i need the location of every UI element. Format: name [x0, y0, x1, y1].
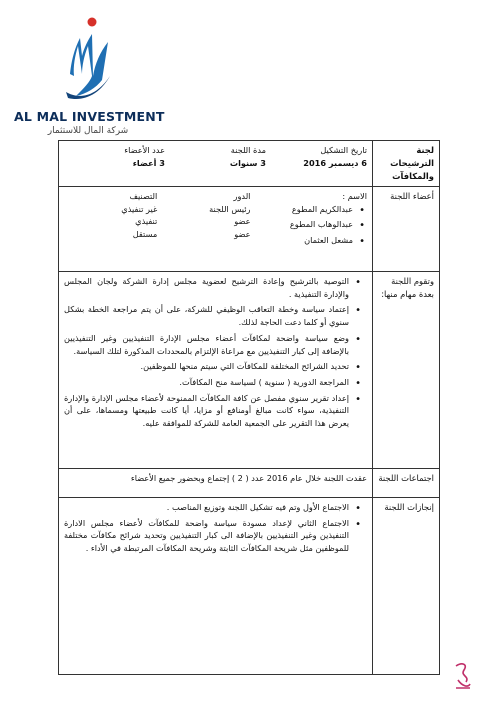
members-row — [59, 187, 440, 272]
role-header: الدور — [233, 191, 251, 202]
member-names-column — [250, 190, 367, 250]
committee-name: لجنة الترشيحات والمكافآت — [373, 141, 440, 187]
achievement-item: • الاجتماع الأول وتم فيه تشكيل اللجنة وتوزيع المناصب . — [64, 501, 349, 514]
formation-date-cell — [266, 144, 367, 169]
member-class: مستقل — [132, 229, 158, 240]
member-role: عضو — [234, 216, 251, 227]
company-logo — [14, 16, 164, 134]
tasks-label: وتقوم اللجنة بعدة مهام منها: — [373, 272, 440, 469]
class-header: التصنيف — [129, 191, 158, 202]
member-class: غير تنفيذي — [121, 203, 158, 214]
committee-term-value: 3 سنوات — [229, 157, 266, 168]
formation-date-value: 6 ديسمبر 2016 — [303, 157, 367, 168]
achievements-label: إنجازات اللجنة — [373, 498, 440, 675]
committee-table — [58, 140, 440, 675]
member-roles-column — [157, 190, 250, 250]
logo-name-english: AL MAL INVESTMENT — [14, 109, 165, 124]
member-role: رئيس اللجنة — [209, 203, 251, 214]
formation-date-label: تاريخ التشكيل — [320, 145, 367, 155]
member-name: • عبدالوهاب المطوع — [250, 218, 353, 231]
logo-name-arabic: شركة المال للاستثمار — [47, 126, 129, 136]
task-item: • تحديد الشرائح المختلفة للمكافآت التي سيتم منحها للموظفين. — [64, 360, 349, 373]
members-label: أعضاء اللجنة — [373, 187, 440, 272]
members-details — [59, 187, 373, 272]
committee-term-label: مدة اللجنة — [230, 145, 266, 155]
meetings-row — [59, 469, 440, 498]
task-item: • وضع سياسة واضحة لمكافآت أعضاء مجلس الإدارة التنفيذيين وغير التنفيذيين بالإضافة إلى كبار التنفيذيين مع مراعاة الإلتزام بالمحددات المذكورة لتلك السياسة. — [64, 332, 349, 357]
task-item: • إعتماد سياسة وخطة التعاقب الوظيفي للشركة، على أن يتم مراجعة الخطة بشكل سنوي أو كلما دعت الحاجة لذلك. — [64, 303, 349, 328]
tasks-row — [59, 272, 440, 469]
meetings-label: اجتماعات اللجنة — [373, 469, 440, 498]
achievements-details — [59, 498, 373, 675]
header-row — [59, 141, 440, 187]
achievements-row — [59, 498, 440, 675]
logo-mark-icon — [66, 16, 114, 106]
members-count-cell — [64, 144, 165, 169]
member-class-column — [64, 190, 157, 250]
name-header: الاسم : — [342, 191, 367, 202]
member-name: • عبدالكريم المطوع — [250, 203, 353, 216]
member-role: عضو — [234, 229, 251, 240]
achievement-item: • الاجتماع الثاني لإعداد مسودة سياسة واضحة للمكافآت لأعضاء مجلس الادارة التنفيذين وغير التنفيذيين بالإضافة الى كبار التنفيذيين وتحديد شرائح مكافآت مختلفة للموظفين مثل شريحة المكافآت الثابتة وشريحة المكافآت المرتبطة في الأداء . — [64, 517, 349, 555]
tasks-details — [59, 272, 373, 469]
signature-mark-icon — [452, 660, 474, 692]
meetings-text: عقدت اللجنة خلال عام 2016 عدد ( 2 ) إجتماع وبحضور جميع الأعضاء — [59, 469, 373, 498]
member-name: • مشعل العثمان — [250, 234, 353, 247]
task-item: • المراجعة الدورية ( سنوية ) لسياسة منح المكافآت. — [64, 376, 349, 389]
committee-term-cell — [165, 144, 266, 169]
header-details — [59, 141, 373, 187]
members-count-value: 3 أعضاء — [132, 157, 165, 168]
members-count-label: عدد الأعضاء — [124, 145, 165, 155]
task-item: • التوصية بالترشيح وإعادة الترشيح لعضوية مجلس إدارة الشركة ولجان المجلس والإدارة التنفيذية . — [64, 275, 349, 300]
task-item: • إعداد تقرير سنوي مفصل عن كافة المكافآت الممنوحة لأعضاء مجلس الإدارة والإدارة التنفيذية، سواء كانت مبالغ أومنافع أو مزايا، أيا كانت طبيعتها ومسماها، على أن يعرض هذا التقرير على الجمعية العامة للشركة للموافقة عليه. — [64, 392, 349, 430]
member-class: تنفيذي — [135, 216, 158, 227]
